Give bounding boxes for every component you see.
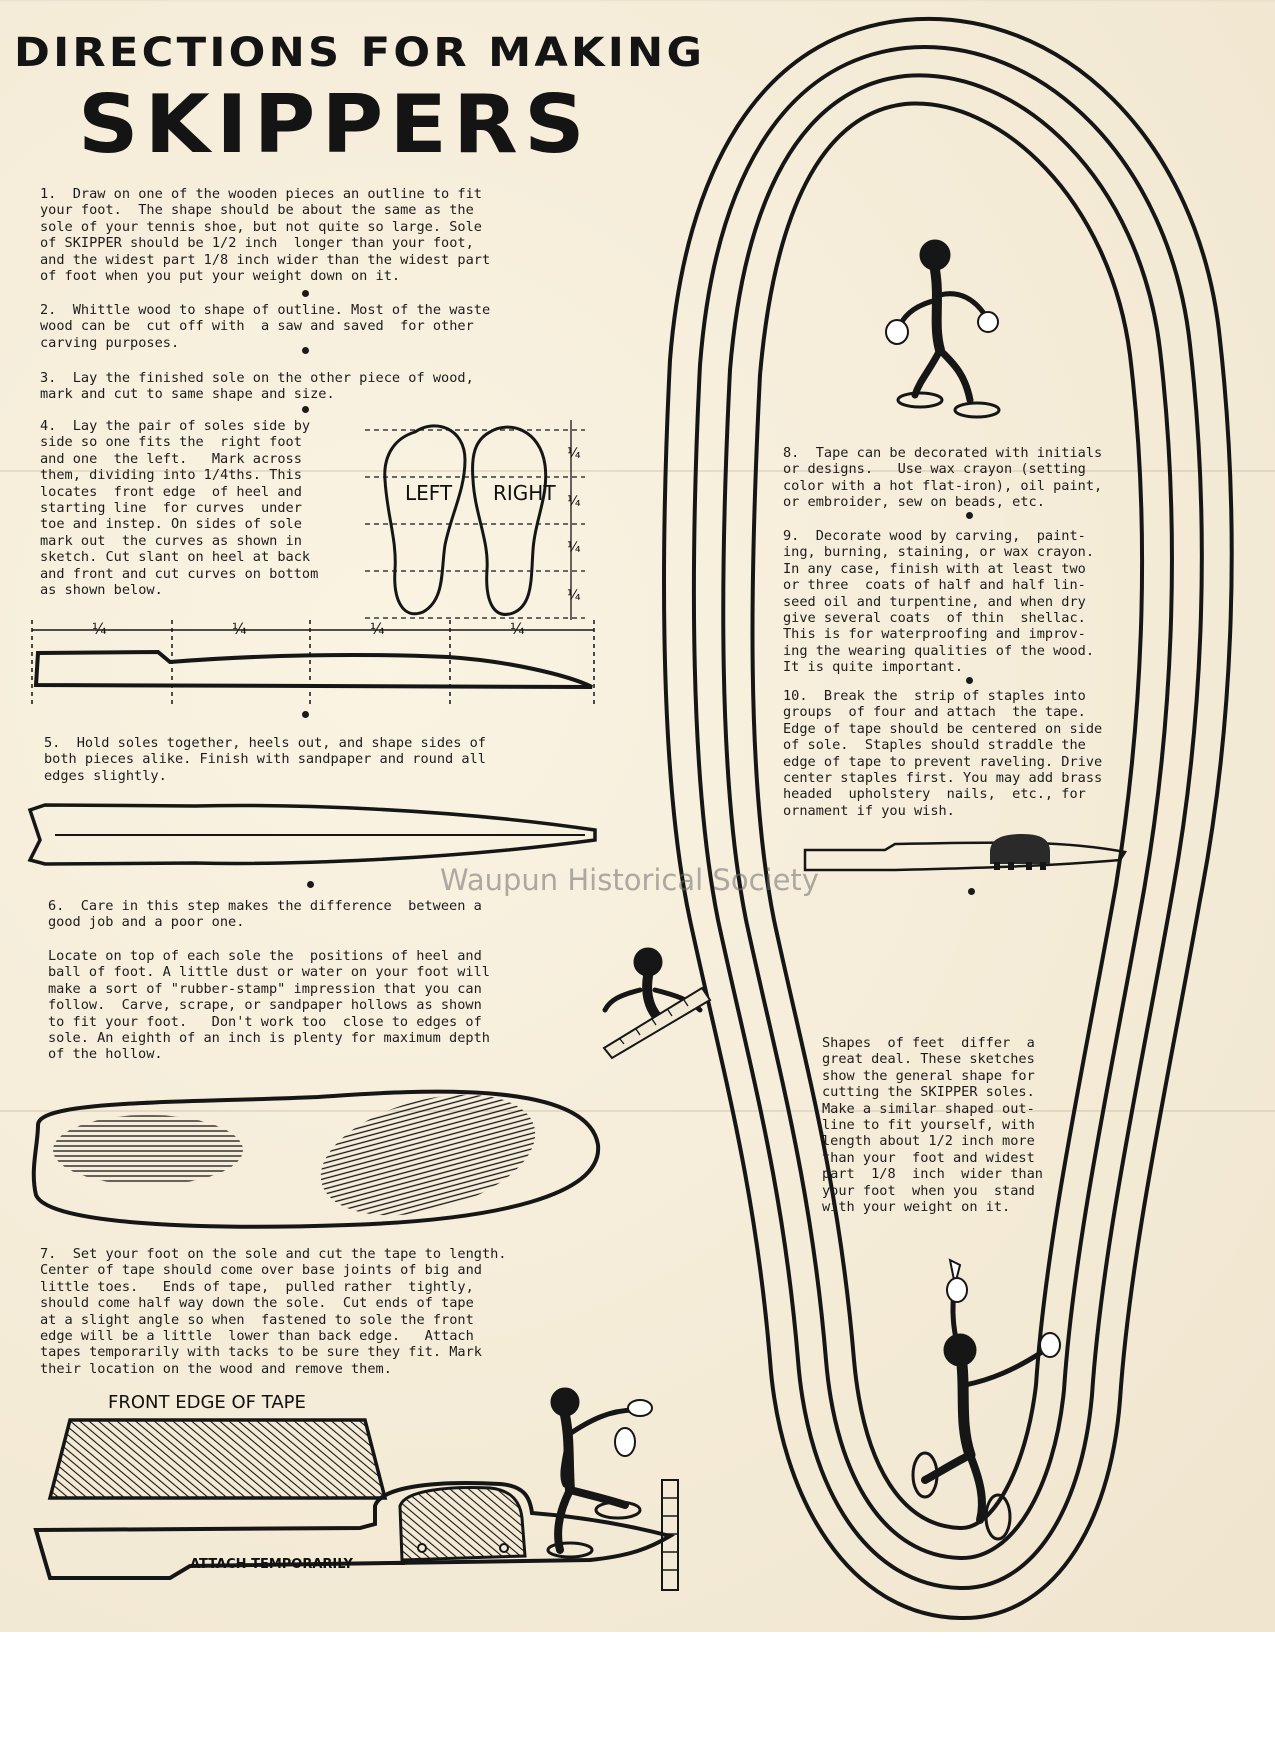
quarter-mark: ¼ <box>92 620 107 638</box>
quarter-mark: ¼ <box>370 620 385 638</box>
staples-tape-diagram <box>800 822 1130 872</box>
separator-dot <box>966 512 973 519</box>
separator-dot <box>302 406 309 413</box>
step-6-text: Locate on top of each sole the positions of heel and ball of foot. A little dust or water on your foot will make a sort of "rubber-stamp" impression that you can follow. Carve, scrape, or sandpaper hollows as shown to fit your foot. Don't work too close to edges of sole. An eighth of an inch is plenty for maximum depth of the hollow. <box>48 948 490 1063</box>
separator-dot <box>966 677 973 684</box>
cartoon-figure-stepping <box>540 1380 690 1560</box>
quarter-mark: ¼ <box>232 620 247 638</box>
title-line-1: DIRECTIONS FOR MAKING <box>14 30 706 76</box>
shapes-note-text: Shapes of feet differ a great deal. These sketches show the general shape for cutting the SKIPPER soles. Make a similar shaped out- line to fit yourself, with length about 1/2 inch more than your foot and widest part 1/8 inch wider than your foot when you stand with your weight on it. <box>822 1035 1043 1216</box>
left-sole-outline <box>385 426 465 614</box>
cartoon-figure-with-ruler <box>600 940 720 1060</box>
quarter-mark: ¼ <box>567 446 581 462</box>
right-label: RIGHT <box>493 481 556 505</box>
watermark: Waupun Historical Society <box>440 863 819 897</box>
quarter-mark: ¼ <box>567 494 581 510</box>
cartoon-figure-climbing <box>900 1255 1070 1545</box>
separator-dot <box>302 347 309 354</box>
sole-shaping-diagram <box>25 800 605 870</box>
step-10-text: 10. Break the strip of staples into groups of four and attach the tape. Edge of tape should be centered on side of sole. Staples should straddle the edge of tape to prevent raveling. Drive center staples first. You may add brass headed upholstery nails, etc., for ornament if you wish. <box>783 688 1103 819</box>
quarter-mark: ¼ <box>567 588 581 604</box>
step-2-text: 2. Whittle wood to shape of outline. Most of the waste wood can be cut off with a saw and saved for other carving purposes. <box>40 302 491 351</box>
sole-side-profile-diagram <box>28 615 598 705</box>
separator-dot <box>968 888 975 895</box>
sole-profile-shape <box>36 652 592 687</box>
quarter-mark: ¼ <box>567 540 581 556</box>
separator-dot <box>302 711 309 718</box>
front-edge-label: FRONT EDGE OF TAPE <box>108 1392 306 1413</box>
sole-hollows-diagram <box>28 1075 608 1235</box>
right-sole-outline <box>473 427 546 614</box>
step-9-text: 9. Decorate wood by carving, paint- ing, burning, staining, or wax crayon. In any case, finish with at least two or three coats of half and half lin- seed oil and turpentine, and when dry give several coats of thin shellac. This is for waterproofing and improv- ing the wearing qualities of the wood. It is quite important. <box>783 528 1094 676</box>
step-8-text: 8. Tape can be decorated with initials or designs. Use wax crayon (setting color with a hot flat-iron), oil paint, or embroider, sew on beads, etc. <box>783 445 1103 511</box>
separator-dot <box>307 881 314 888</box>
step-3-text: 3. Lay the finished sole on the other piece of wood, mark and cut to same shape and size. <box>40 370 474 403</box>
step-6-intro-text: 6. Care in this step makes the difference between a good job and a poor one. <box>48 898 482 931</box>
cartoon-figure-skipping <box>885 230 1015 430</box>
step-7-text: 7. Set your foot on the sole and cut the tape to length. Center of tape should come over base joints of big and little toes. Ends of tape, pulled rather tightly, should come half way down the sole. Cut ends of tape at a slight angle so when fastened to sole the front edge will be a little lower than back edge. Attach tapes temporarily with tacks to be sure they fit. Mark their location on the wood and remove them. <box>40 1246 507 1377</box>
separator-dot <box>302 290 309 297</box>
step-5-text: 5. Hold soles together, heels out, and shape sides of both pieces alike. Finish with sandpaper and round all edges slightly. <box>44 735 486 784</box>
quarter-mark: ¼ <box>510 620 525 638</box>
step-1-text: 1. Draw on one of the wooden pieces an outline to fit your foot. The shape should be about the same as the sole of your tennis shoe, but not quite so large. Sole of SKIPPER should be 1/2 inch longer than your foot, and the widest part 1/8 inch wider than the widest part of foot when you put your weight down on it. <box>40 186 491 285</box>
attach-temporarily-label: ATTACH TEMPORARILY <box>190 1557 353 1572</box>
left-label: LEFT <box>405 481 453 505</box>
step-4-text: 4. Lay the pair of soles side by side so one fits the right foot and one the left. Mark across them, dividing into 1/4ths. This locates front edge of heel and starting line for curves under toe and instep. On sides of sole mark out the curves as shown in sketch. Cut slant on heel at back and front and cut curves on bottom as shown below. <box>40 418 319 599</box>
title-skippers: SKIPPERS <box>78 78 591 171</box>
left-right-soles-diagram <box>375 420 595 620</box>
